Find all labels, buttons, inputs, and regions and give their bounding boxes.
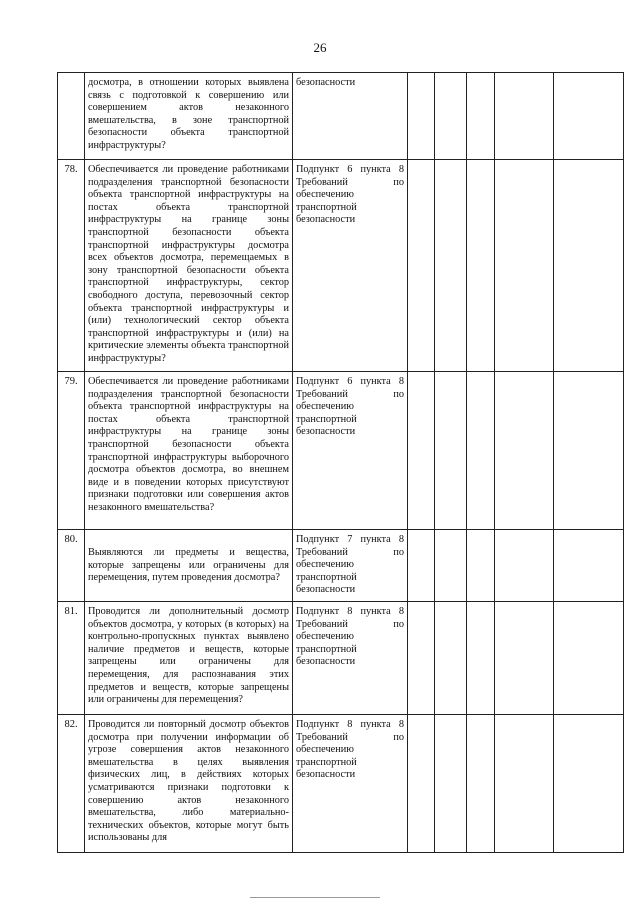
row-number: [58, 73, 85, 160]
table-row: [58, 715, 624, 853]
question-cell: досмотра, в отношении которых выявлена связь с подготовкой к совершению или совершением актов незаконного вмешательства, в зоне транспортной безопасности объекта транспортной инфраструктуры?: [85, 73, 293, 160]
table-row: [58, 372, 624, 530]
answer-na-cell: [467, 73, 495, 160]
page-number: 26: [313, 40, 327, 55]
answer-na-cell: [467, 530, 495, 602]
row-number: 78.: [58, 160, 85, 372]
question-cell: Выявляются ли предметы и вещества, которые запрещены или ограничены для перемещения, путем проведения досмотра?: [85, 530, 293, 602]
answer-yes-cell: [408, 372, 435, 530]
question-cell: Обеспечивается ли проведение работниками подразделения транспортной безопасности объекта транспортной инфраструктуры на постах объекта транспортной инфраструктуры на границе зоны транспортной безопасности объекта транспортной инфраструктуры выборочного досмотра объектов досмотра, во внешнем виде и в поведении которых присутствуют признаки подготовки или совершения актов незаконного вмешательства?: [85, 372, 293, 530]
answer-no-cell: [435, 530, 467, 602]
answer-no-cell: [435, 73, 467, 160]
bottom-divider: [250, 897, 380, 898]
answer-no-cell: [435, 160, 467, 372]
table-row: [58, 160, 624, 372]
table-row: [58, 73, 624, 160]
checklist-table: [57, 72, 624, 853]
remark-cell: [554, 73, 624, 160]
answer-na-cell: [467, 160, 495, 372]
answer-no-cell: [435, 715, 467, 853]
table-row: [58, 530, 624, 602]
answer-yes-cell: [408, 715, 435, 853]
row-number: 82.: [58, 715, 85, 853]
row-number: 80.: [58, 530, 85, 602]
reference-cell: Подпункт 8 пункта 8 Требований по обеспечению транспортной безопасности: [293, 602, 408, 715]
note-cell: [495, 530, 554, 602]
reference-cell: Подпункт 8 пункта 8 Требований по обеспечению транспортной безопасности: [293, 715, 408, 853]
question-cell: Проводится ли дополнительный досмотр объектов досмотра, у которых (в которых) на контрольно-пропускных пунктах выявлено наличие предметов и веществ, которые запрещены или ограничены для перемещения, для распознавания этих предметов и веществ, которые запрещены или ограничены для перемещения?: [85, 602, 293, 715]
answer-na-cell: [467, 372, 495, 530]
answer-na-cell: [467, 602, 495, 715]
reference-cell: Подпункт 6 пункта 8 Требований по обеспечению транспортной безопасности: [293, 160, 408, 372]
row-number: 79.: [58, 372, 85, 530]
note-cell: [495, 160, 554, 372]
remark-cell: [554, 160, 624, 372]
answer-no-cell: [435, 602, 467, 715]
note-cell: [495, 73, 554, 160]
note-cell: [495, 602, 554, 715]
reference-cell: Подпункт 6 пункта 8 Требований по обеспечению транспортной безопасности: [293, 372, 408, 530]
note-cell: [495, 715, 554, 853]
remark-cell: [554, 530, 624, 602]
table-row: [58, 602, 624, 715]
row-number: 81.: [58, 602, 85, 715]
remark-cell: [554, 602, 624, 715]
remark-cell: [554, 715, 624, 853]
answer-na-cell: [467, 715, 495, 853]
reference-cell: безопасности: [293, 73, 408, 160]
reference-cell: Подпункт 7 пункта 8 Требований по обеспечению транспортной безопасности: [293, 530, 408, 602]
question-cell: Обеспечивается ли проведение работниками подразделения транспортной безопасности объекта транспортной инфраструктуры на постах объекта транспортной инфраструктуры на границе зоны транспортной безопасности объекта транспортной инфраструктуры досмотра всех объектов досмотра, перемещаемых в зону транспортной безопасности объекта транспортной инфраструктуры, сектор свободного доступа, перевозочный сектор объекта транспортной инфраструктуры и (или) технологический сектор объекта транспортной инфраструктуры и (или) на критические элементы объекта транспортной инфраструктуры?: [85, 160, 293, 372]
remark-cell: [554, 372, 624, 530]
answer-yes-cell: [408, 602, 435, 715]
answer-no-cell: [435, 372, 467, 530]
answer-yes-cell: [408, 73, 435, 160]
answer-yes-cell: [408, 160, 435, 372]
note-cell: [495, 372, 554, 530]
question-cell: Проводится ли повторный досмотр объектов досмотра при получении информации об угрозе совершения актов незаконного вмешательства в целях выявления физических лиц, в действиях которых усматриваются признаки подготовки к совершению актов незаконного вмешательства, либо материально-технических объектов, которые могут быть использованы для: [85, 715, 293, 853]
answer-yes-cell: [408, 530, 435, 602]
